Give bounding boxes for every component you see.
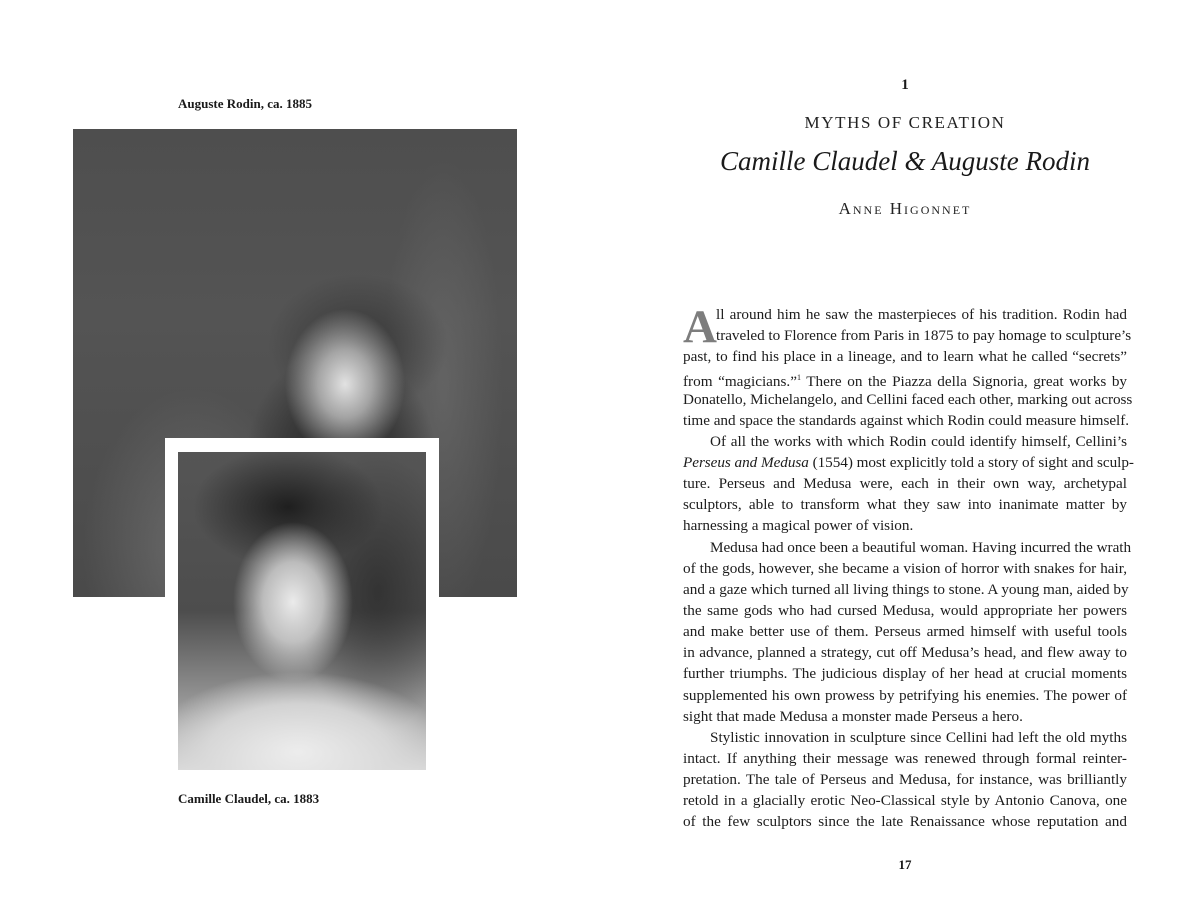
text-line: intact. If anything their message was renewed through formal reinter- [683,749,1127,767]
paragraph [683,727,1127,833]
body-text [683,301,1134,833]
text-line: sculptors, able to transform what they saw into inanimate matter by [683,496,1127,514]
text-line: Of all the works with which Rodin could identify himself, Cellini’s [710,432,1127,450]
text-fragment: There on the Piazza della Signoria, great works by [800,373,1128,391]
text-line: supplemented his own prowess by petrifying his enemies. The power of [683,686,1127,704]
text-line: harnessing a magical power of vision. [683,517,914,535]
text-line: of the gods, however, she became a vision of horror with snakes for hair, [683,559,1127,577]
text-line: ture. Perseus and Medusa were, each in their own way, archetypal [683,475,1127,493]
text-fragment: (1554) most explicitly told a story of sight and sculp- [808,453,1134,471]
text-line: sight that made Medusa a monster made Perseus a hero. [683,707,1023,725]
text-line: the same gods who had cursed Medusa, would appropriate her powers [683,601,1127,619]
chapter-number: 1 [901,77,909,93]
text-line: ll around him he saw the masterpieces of his tradition. Rodin had [716,306,1127,323]
photo-camille-claudel [178,452,426,770]
text-line: of the few sculptors since the late Renaissance whose reputation and [683,813,1127,831]
chapter-title: Camille Claudel & Auguste Rodin [720,146,1090,176]
text-line: retold in a glacially erotic Neo-Classical style by Antonio Canova, one [683,792,1127,810]
paragraph [683,301,1133,431]
photo-caption-claudel: Camille Claudel, ca. 1883 [178,791,320,806]
chapter-author: Anne Higonnet [838,199,972,218]
artwork-title: Perseus and Medusa [683,453,809,471]
drop-cap: A [683,301,717,353]
part-title: MYTHS OF CREATION [804,113,1006,132]
text-line: Medusa had once been a beautiful woman. Having incurred the wrath [710,538,1132,556]
text-line [683,367,1128,391]
right-page [600,0,1200,914]
text-line: and make better use of them. Perseus armed himself with useful tools [683,623,1127,641]
text-line: pretation. The tale of Perseus and Medusa, for instance, was brilliantly [683,771,1127,789]
text-line [683,452,1134,473]
text-line: past, to find his place in a lineage, and to learn what he called “secrets” [683,348,1127,366]
paragraph [683,537,1132,727]
photo-caption-rodin: Auguste Rodin, ca. 1885 [178,96,312,111]
text-line: time and space the standards against which Rodin could measure himself. [683,411,1130,429]
text-line: further triumphs. The judicious display of her head at crucial moments [683,665,1127,683]
text-line: traveled to Florence from Paris in 1875 to pay homage to sculpture’s [716,327,1132,345]
text-fragment: from “magicians.” [683,373,797,391]
paragraph [683,431,1134,537]
page-number: 17 [898,857,912,872]
text-line: and a gaze which turned all living things to stone. A young man, aided by [683,580,1129,598]
text-line: Stylistic innovation in sculpture since Cellini had left the old myths [710,728,1127,746]
text-line: in advance, planned a strategy, cut off Medusa’s head, and flew away to [683,644,1127,662]
footnote-marker[interactable]: 1 [796,373,801,383]
text-line: Donatello, Michelangelo, and Cellini faced each other, marking out across [683,390,1133,408]
